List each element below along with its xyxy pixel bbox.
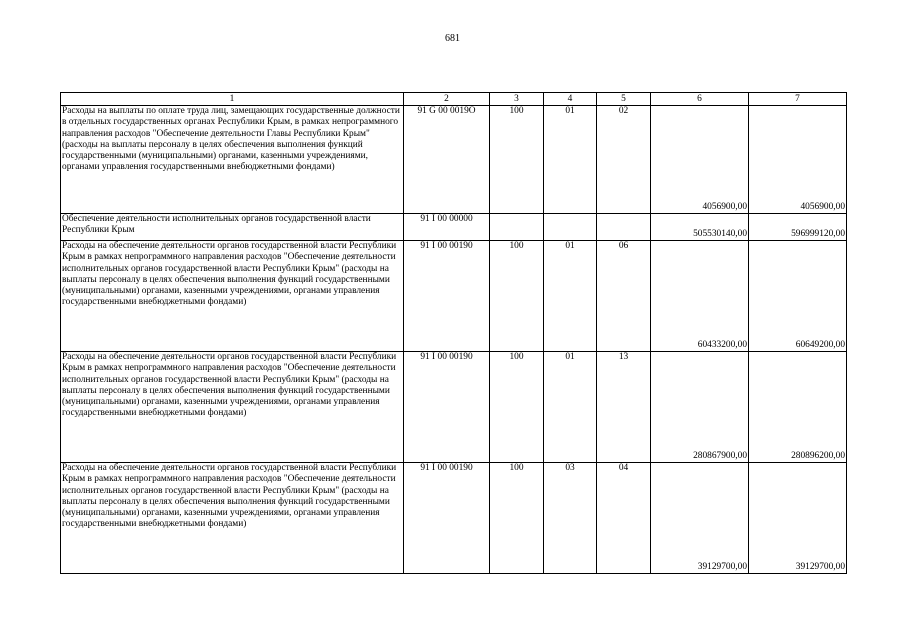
kvr-cell: 100: [490, 463, 544, 574]
column-header: 1: [61, 93, 404, 106]
target-code-cell: 91 I 00 00190: [404, 241, 490, 352]
target-code-cell: 91 I 00 00000: [404, 214, 490, 241]
row-description: Обеспечение деятельности исполнительных органов государственной власти Республики Крым: [61, 214, 404, 241]
column-header: 7: [749, 93, 847, 106]
table-row: [61, 106, 847, 214]
section-cell: 01: [544, 352, 597, 463]
table-row: [61, 214, 847, 241]
subsection-cell: 02: [597, 106, 651, 214]
target-code-cell: 91 G 00 0019O: [404, 106, 490, 214]
amount-cell-1: 60433200,00: [651, 241, 749, 352]
table-row: [61, 463, 847, 574]
amount-cell-2: 596999120,00: [749, 214, 847, 241]
section-cell: [544, 214, 597, 241]
column-header: 6: [651, 93, 749, 106]
row-description: Расходы на обеспечение деятельности органов государственной власти Республики Крым в рамках непрограммного направления расходов "Обеспечение деятельности исполнительных органов государственной власти Республики Крым" (расходы на выплаты персоналу в целях обеспечения выполнения функций государственными (муниципальными) органами, казенными учреждениями, органами управления государственными внебюджетными фондами): [61, 241, 404, 352]
section-cell: 01: [544, 106, 597, 214]
amount-cell-1: 4056900,00: [651, 106, 749, 214]
page-number: 681: [445, 33, 460, 44]
kvr-cell: 100: [490, 241, 544, 352]
table-row: [61, 241, 847, 352]
subsection-cell: 04: [597, 463, 651, 574]
kvr-cell: [490, 214, 544, 241]
section-cell: 01: [544, 241, 597, 352]
row-description: Расходы на выплаты по оплате труда лиц, замещающих государственные должности в отдельных государственных органах Республики Крым, в рамках непрограммного направления расходов "Обеспечение деятельности Главы Республики Крым" (расходы на выплаты персоналу в целях обеспечения выполнения функций государственными (муниципальными) органами, казенными учреждениями, органами управления государственными внебюджетными фондами): [61, 106, 404, 214]
section-cell: 03: [544, 463, 597, 574]
row-description: Расходы на обеспечение деятельности органов государственной власти Республики Крым в рамках непрограммного направления расходов "Обеспечение деятельности исполнительных органов государственной власти Республики Крым" (расходы на выплаты персоналу в целях обеспечения выполнения функций государственными (муниципальными) органами, казенными учреждениями, органами управления государственными внебюджетными фондами): [61, 463, 404, 574]
table-header-row: [61, 93, 847, 106]
amount-cell-1: 280867900,00: [651, 352, 749, 463]
budget-table: [60, 92, 847, 574]
kvr-cell: 100: [490, 106, 544, 214]
row-description: Расходы на обеспечение деятельности органов государственной власти Республики Крым в рамках непрограммного направления расходов "Обеспечение деятельности исполнительных органов государственной власти Республики Крым" (расходы на выплаты персоналу в целях обеспечения выполнения функций государственными (муниципальными) органами, казенными учреждениями, органами управления государственными внебюджетными фондами): [61, 352, 404, 463]
target-code-cell: 91 I 00 00190: [404, 463, 490, 574]
amount-cell-1: 39129700,00: [651, 463, 749, 574]
amount-cell-2: 4056900,00: [749, 106, 847, 214]
amount-cell-1: 505530140,00: [651, 214, 749, 241]
column-header: 4: [544, 93, 597, 106]
amount-cell-2: 39129700,00: [749, 463, 847, 574]
subsection-cell: [597, 214, 651, 241]
column-header: 3: [490, 93, 544, 106]
target-code-cell: 91 I 00 00190: [404, 352, 490, 463]
amount-cell-2: 60649200,00: [749, 241, 847, 352]
subsection-cell: 13: [597, 352, 651, 463]
column-header: 5: [597, 93, 651, 106]
amount-cell-2: 280896200,00: [749, 352, 847, 463]
kvr-cell: 100: [490, 352, 544, 463]
subsection-cell: 06: [597, 241, 651, 352]
table-row: [61, 352, 847, 463]
column-header: 2: [404, 93, 490, 106]
